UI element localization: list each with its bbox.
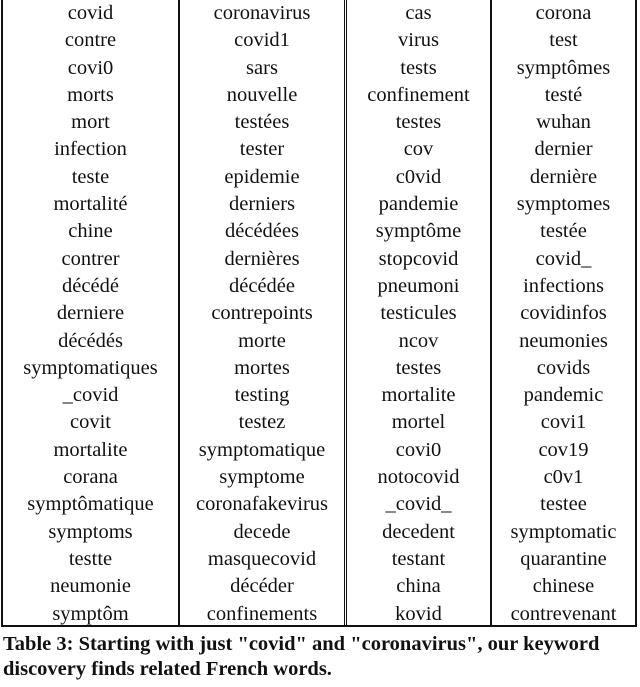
table-cell: nouvelle (226, 83, 298, 106)
table-cell: wuhan (536, 111, 591, 134)
table-cell: décédées (225, 220, 299, 243)
table-column (180, 0, 347, 625)
table-cell: contrevenant (510, 602, 617, 625)
table-cell: chine (68, 220, 113, 243)
table-cell: covi0 (67, 56, 114, 79)
table-cell: corona (535, 2, 592, 24)
table-cell: cov19 (538, 438, 589, 461)
table-cell: testées (234, 111, 290, 134)
table-cell: symptômatique (27, 493, 154, 516)
table-cell: covid1 (234, 29, 290, 52)
table-cell: chinese (532, 575, 595, 598)
table-cell: _covid (62, 384, 119, 407)
table-cell: symptôme (375, 220, 462, 243)
table-column (347, 0, 492, 625)
table-cell: covi0 (395, 438, 442, 461)
table-cell: mortalité (53, 193, 128, 216)
table-cell: infection (54, 138, 127, 161)
table-cell: mortes (234, 356, 290, 379)
table-cell: symptomatique (198, 438, 326, 461)
table-cell: dernière (529, 165, 598, 188)
table-cell: morte (238, 329, 286, 352)
table-cell: epidemie (224, 165, 300, 188)
table-cell: confinement (367, 83, 470, 106)
table-cell: symptômes (516, 56, 611, 79)
table-cell: derniers (228, 193, 296, 216)
table-cell: china (396, 575, 441, 598)
table-cell: dernier (534, 138, 593, 161)
table-cell: testte (68, 547, 113, 570)
table-column (3, 0, 180, 625)
table-cell: symptomes (516, 193, 611, 216)
table-cell: corana (63, 466, 118, 489)
table-cell: virus (398, 29, 439, 52)
table-cell: sars (246, 56, 278, 79)
table-cell: coronavirus (213, 2, 311, 24)
table-cell: tests (400, 56, 437, 79)
table-cell: covi1 (540, 411, 587, 434)
table-cell: contre (64, 29, 117, 52)
table-caption: Table 3: Starting with just "covid" and "coronavirus", our keyword discovery finds related French words. (3, 633, 600, 680)
table-cell: pandemic (523, 384, 604, 407)
table-cell: masquecovid (207, 547, 317, 570)
table-cell: c0vid (395, 165, 442, 188)
table-cell: tester (239, 138, 285, 161)
table-cell: mortel (391, 411, 446, 434)
table-cell: c0v1 (543, 466, 584, 489)
table-cell: symptoms (48, 520, 133, 543)
table-cell: cas (405, 2, 432, 24)
table-cell: testant (391, 547, 446, 570)
table-cell: symptomatic (510, 520, 617, 543)
table-cell: stopcovid (378, 247, 459, 270)
table-cell: ncov (398, 329, 439, 352)
table-cell: testicules (380, 302, 457, 325)
table-cell: infections (523, 274, 604, 297)
table-cell: testée (540, 220, 587, 243)
table-cell: décéder (230, 575, 294, 598)
table-cell: covidinfos (520, 302, 607, 325)
table-cell: décédée (229, 274, 295, 297)
table-column (492, 0, 635, 625)
table-cell: symptôm (52, 602, 129, 625)
table-cell: mortalite (381, 384, 456, 407)
table-cell: coronafakevirus (195, 493, 329, 516)
table-cell: neumonies (519, 329, 608, 352)
table-cell: cov (403, 138, 434, 161)
table-cell: neumonie (50, 575, 131, 598)
table-cell: mort (71, 111, 110, 134)
table-cell: décédé (62, 274, 119, 297)
table-cell: testes (395, 111, 442, 134)
table-cell: morts (67, 83, 114, 106)
table-cell: covid (67, 2, 114, 24)
table-cell: decedent (382, 520, 455, 543)
table-cell: décédés (58, 329, 123, 352)
table-cell: pandemie (378, 193, 459, 216)
table-cell: contrer (61, 247, 120, 270)
table-cell: confinements (206, 602, 318, 625)
table-cell: testé (544, 83, 583, 106)
table-cell: quarantine (520, 547, 607, 570)
keyword-table (1, 0, 637, 627)
table-cell: decede (233, 520, 291, 543)
table-cell: teste (71, 165, 110, 188)
table-cell: testee (540, 493, 587, 516)
table-cell: test (549, 29, 578, 52)
table-cell: covid_ (535, 247, 592, 270)
table-cell: symptome (219, 466, 305, 489)
table-cell: notocovid (377, 466, 460, 489)
table-cell: kovid (395, 602, 442, 625)
table-cell: dernières (224, 247, 300, 270)
table-cell: testing (234, 384, 290, 407)
table-cell: contrepoints (211, 302, 313, 325)
table-cell: covit (70, 411, 111, 434)
table-cell: derniere (56, 302, 125, 325)
table-cell: _covid_ (385, 493, 452, 516)
table-cell: covids (536, 356, 591, 379)
table-cell: mortalite (53, 438, 128, 461)
table-cell: symptomatiques (23, 356, 158, 379)
table-cell: testez (238, 411, 286, 434)
table-cell: testes (395, 356, 442, 379)
table-cell: pneumoni (377, 274, 460, 297)
